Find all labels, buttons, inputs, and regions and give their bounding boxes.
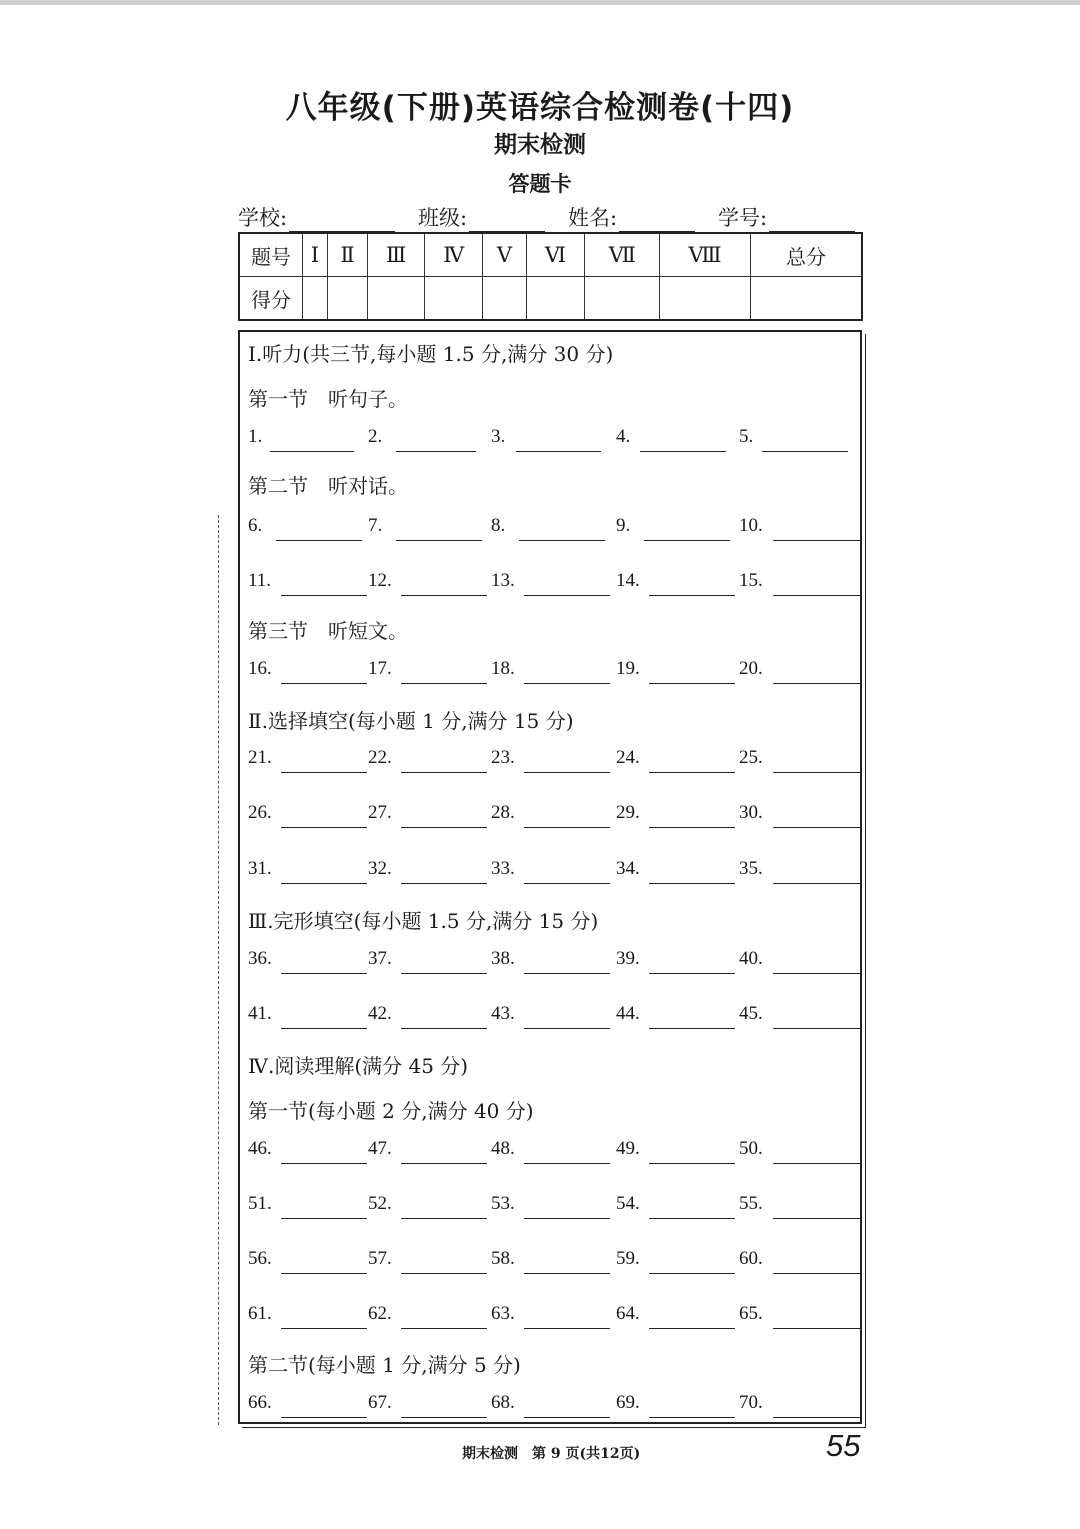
answer-blank[interactable] <box>401 1217 487 1219</box>
student-id-field[interactable] <box>718 202 855 232</box>
answer-blank[interactable] <box>649 882 735 884</box>
question-number: 39. <box>616 948 640 969</box>
answer-blank[interactable] <box>401 1416 487 1418</box>
answer-blank[interactable] <box>401 826 487 828</box>
answer-item <box>616 747 735 775</box>
answer-blank[interactable] <box>773 594 861 596</box>
question-number: 69. <box>616 1392 640 1413</box>
score-cell-total[interactable] <box>751 277 863 321</box>
question-number: 47. <box>368 1138 392 1159</box>
answer-blank[interactable] <box>640 450 726 452</box>
answer-blank[interactable] <box>649 1027 735 1029</box>
answer-item <box>491 515 605 543</box>
question-number: 43. <box>491 1003 515 1024</box>
section-1-part-1: 第一节 听句子。 <box>248 387 408 411</box>
answer-blank[interactable] <box>401 1327 487 1329</box>
answer-blank[interactable] <box>524 826 610 828</box>
answer-item <box>248 658 367 686</box>
answer-item <box>616 1303 735 1331</box>
question-number: 52. <box>368 1193 392 1214</box>
question-number: 9. <box>616 515 631 536</box>
answer-item <box>491 1003 610 1031</box>
score-cell-6[interactable] <box>526 277 585 321</box>
question-number: 46. <box>248 1138 272 1159</box>
answer-blank[interactable] <box>281 771 367 773</box>
answer-item <box>368 1003 487 1031</box>
answer-blank[interactable] <box>644 539 730 541</box>
question-number: 55. <box>739 1193 763 1214</box>
answer-item <box>248 1303 367 1331</box>
answer-blank[interactable] <box>276 539 362 541</box>
answer-blank[interactable] <box>524 1272 610 1274</box>
answer-blank[interactable] <box>281 1272 367 1274</box>
answer-blank[interactable] <box>401 1027 487 1029</box>
question-number: 42. <box>368 1003 392 1024</box>
col-header-4: Ⅳ <box>424 233 483 277</box>
answer-item <box>739 658 861 686</box>
exam-title: 八年级(下册)英语综合检测卷(十四) <box>285 90 795 126</box>
answer-blank[interactable] <box>524 1327 610 1329</box>
answer-item <box>616 1003 735 1031</box>
answer-blank[interactable] <box>281 1327 367 1329</box>
score-cell-8[interactable] <box>660 277 751 321</box>
answer-item <box>491 1248 610 1276</box>
answer-item <box>248 802 367 830</box>
total-label: 总分 <box>751 233 863 277</box>
answer-item <box>491 1303 610 1331</box>
answer-blank[interactable] <box>762 450 848 452</box>
answer-row <box>248 515 848 543</box>
answer-item <box>491 1138 610 1166</box>
question-number: 45. <box>739 1003 763 1024</box>
answer-blank[interactable] <box>524 1217 610 1219</box>
question-number: 49. <box>616 1138 640 1159</box>
question-number: 27. <box>368 802 392 823</box>
answer-item <box>491 658 610 686</box>
question-number: 48. <box>491 1138 515 1159</box>
answer-row <box>248 747 848 775</box>
answer-item <box>368 802 487 830</box>
question-number: 63. <box>491 1303 515 1324</box>
answer-blank[interactable] <box>401 882 487 884</box>
question-number: 26. <box>248 802 272 823</box>
school-field[interactable] <box>238 202 395 232</box>
question-number: 16. <box>248 658 272 679</box>
answer-row <box>248 858 848 886</box>
answer-item <box>248 1248 367 1276</box>
page-number: 55 <box>826 1428 861 1463</box>
answer-blank[interactable] <box>649 1162 735 1164</box>
question-number: 66. <box>248 1392 272 1413</box>
answer-item <box>739 1303 861 1331</box>
question-number: 21. <box>248 747 272 768</box>
exam-subtitle: 期末检测 <box>494 132 586 158</box>
answer-item <box>616 948 735 976</box>
answer-item <box>368 570 487 598</box>
answer-blank[interactable] <box>773 1162 861 1164</box>
answer-blank[interactable] <box>773 1027 861 1029</box>
answer-blank[interactable] <box>773 882 861 884</box>
question-number: 34. <box>616 858 640 879</box>
answer-blank[interactable] <box>396 450 476 452</box>
answer-blank[interactable] <box>649 1217 735 1219</box>
answer-blank[interactable] <box>281 882 367 884</box>
answer-item <box>616 426 726 454</box>
answer-blank[interactable] <box>270 450 354 452</box>
question-number: 65. <box>739 1303 763 1324</box>
page-footer: 期末检测 第 9 页(共12页) <box>462 1446 641 1462</box>
score-cell-5[interactable] <box>483 277 526 321</box>
question-number: 44. <box>616 1003 640 1024</box>
answer-item <box>491 1392 610 1420</box>
answer-row <box>248 1193 848 1221</box>
score-table-score-row <box>239 277 862 321</box>
answer-blank[interactable] <box>773 1217 861 1219</box>
answer-item <box>491 1193 610 1221</box>
answer-blank[interactable] <box>524 882 610 884</box>
question-number: 25. <box>739 747 763 768</box>
answer-blank[interactable] <box>281 682 367 684</box>
question-number: 1. <box>248 426 263 447</box>
question-number: 7. <box>368 515 383 536</box>
student-id-label: 学号: <box>718 206 768 230</box>
answer-blank[interactable] <box>649 682 735 684</box>
answer-blank[interactable] <box>649 826 735 828</box>
answer-blank[interactable] <box>773 539 861 541</box>
answer-item <box>616 802 735 830</box>
answer-item <box>248 515 362 543</box>
name-label: 姓名: <box>568 206 618 230</box>
question-number: 60. <box>739 1248 763 1269</box>
score-cell-1[interactable] <box>303 277 328 321</box>
answer-row <box>248 570 848 598</box>
question-number: 13. <box>491 570 515 591</box>
question-number: 29. <box>616 802 640 823</box>
question-number: 19. <box>616 658 640 679</box>
question-number: 62. <box>368 1303 392 1324</box>
answer-item <box>739 515 861 543</box>
answer-blank[interactable] <box>524 1162 610 1164</box>
answer-blank[interactable] <box>524 771 610 773</box>
answer-blank[interactable] <box>401 972 487 974</box>
answer-blank[interactable] <box>401 1272 487 1274</box>
question-number: 2. <box>368 426 383 447</box>
question-number: 8. <box>491 515 506 536</box>
answer-item <box>368 658 487 686</box>
answer-blank[interactable] <box>773 826 861 828</box>
question-number: 28. <box>491 802 515 823</box>
answer-blank[interactable] <box>401 594 487 596</box>
answer-blank[interactable] <box>281 826 367 828</box>
answer-blank[interactable] <box>524 594 610 596</box>
question-number: 10. <box>739 515 763 536</box>
answer-item <box>491 802 610 830</box>
name-field[interactable] <box>568 202 695 232</box>
answer-item <box>616 658 735 686</box>
answer-item <box>616 1392 735 1420</box>
answer-item <box>248 570 367 598</box>
question-number: 35. <box>739 858 763 879</box>
answer-blank[interactable] <box>773 1327 861 1329</box>
answer-item <box>739 948 861 976</box>
student-id-blank[interactable] <box>769 209 855 232</box>
answer-item <box>616 570 735 598</box>
question-number: 32. <box>368 858 392 879</box>
cut-line <box>218 515 219 1425</box>
answer-blank[interactable] <box>649 972 735 974</box>
question-number: 64. <box>616 1303 640 1324</box>
answer-item <box>739 802 861 830</box>
answer-blank[interactable] <box>396 539 482 541</box>
answer-blank[interactable] <box>524 972 610 974</box>
question-number: 54. <box>616 1193 640 1214</box>
question-number: 59. <box>616 1248 640 1269</box>
answer-blank[interactable] <box>649 1416 735 1418</box>
answer-blank[interactable] <box>773 972 861 974</box>
section-4-part-1: 第一节(每小题 2 分,满分 40 分) <box>248 1099 534 1123</box>
answer-item <box>616 1248 735 1276</box>
answer-blank[interactable] <box>281 1416 367 1418</box>
answer-blank[interactable] <box>649 771 735 773</box>
answer-blank[interactable] <box>519 539 605 541</box>
answer-blank[interactable] <box>524 682 610 684</box>
question-number: 23. <box>491 747 515 768</box>
class-field[interactable] <box>418 202 545 232</box>
answer-blank[interactable] <box>524 1416 610 1418</box>
section-3-title: Ⅲ.完形填空(每小题 1.5 分,满分 15 分) <box>248 909 599 933</box>
question-number: 6. <box>248 515 263 536</box>
answer-blank[interactable] <box>773 682 861 684</box>
school-blank[interactable] <box>289 209 395 232</box>
question-number: 33. <box>491 858 515 879</box>
question-number: 20. <box>739 658 763 679</box>
score-cell-3[interactable] <box>368 277 425 321</box>
answer-blank[interactable] <box>281 1217 367 1219</box>
answer-item <box>739 570 861 598</box>
score-cell-2[interactable] <box>327 277 368 321</box>
answer-item <box>368 747 487 775</box>
answer-row <box>248 948 848 976</box>
answer-item <box>368 1392 487 1420</box>
answer-row <box>248 658 848 686</box>
answer-item <box>248 1392 367 1420</box>
question-number: 15. <box>739 570 763 591</box>
answer-blank[interactable] <box>281 972 367 974</box>
score-label: 得分 <box>239 277 303 321</box>
answer-item <box>739 858 861 886</box>
answer-item <box>739 747 861 775</box>
answer-item <box>248 1003 367 1031</box>
section-4-title: Ⅳ.阅读理解(满分 45 分) <box>248 1054 469 1078</box>
col-header-3: Ⅲ <box>368 233 425 277</box>
answer-item <box>368 426 476 454</box>
question-number: 22. <box>368 747 392 768</box>
score-table-header-row <box>239 233 862 277</box>
question-number: 40. <box>739 948 763 969</box>
answer-item <box>368 1248 487 1276</box>
answer-item <box>368 1303 487 1331</box>
question-number: 67. <box>368 1392 392 1413</box>
answer-row <box>248 1248 848 1276</box>
answer-row <box>248 426 848 454</box>
question-number: 12. <box>368 570 392 591</box>
question-number: 57. <box>368 1248 392 1269</box>
answer-blank[interactable] <box>649 594 735 596</box>
answer-blank[interactable] <box>524 1027 610 1029</box>
question-number: 51. <box>248 1193 272 1214</box>
section-1-title: Ⅰ.听力(共三节,每小题 1.5 分,满分 30 分) <box>248 342 614 366</box>
score-cell-7[interactable] <box>585 277 660 321</box>
answer-blank[interactable] <box>773 771 861 773</box>
score-table <box>238 232 863 321</box>
question-number: 37. <box>368 948 392 969</box>
class-label: 班级: <box>418 206 468 230</box>
section-4-part-2: 第二节(每小题 1 分,满分 5 分) <box>248 1353 521 1377</box>
question-number: 5. <box>739 426 754 447</box>
answer-item <box>616 1138 735 1166</box>
question-number: 11. <box>248 570 272 591</box>
question-number: 70. <box>739 1392 763 1413</box>
question-number-label: 题号 <box>239 233 303 277</box>
question-number: 68. <box>491 1392 515 1413</box>
answer-item <box>248 1193 367 1221</box>
answer-item <box>616 1193 735 1221</box>
answer-row <box>248 802 848 830</box>
answer-card-label: 答题卡 <box>508 172 572 196</box>
answer-item <box>739 1392 861 1420</box>
answer-blank[interactable] <box>516 450 601 452</box>
answer-item <box>491 948 610 976</box>
question-number: 17. <box>368 658 392 679</box>
answer-item <box>491 426 601 454</box>
answer-item <box>616 515 730 543</box>
answer-item <box>739 1193 861 1221</box>
answer-item <box>491 858 610 886</box>
answer-row <box>248 1003 848 1031</box>
answer-blank[interactable] <box>773 1416 861 1418</box>
top-border <box>0 0 1080 5</box>
question-number: 53. <box>491 1193 515 1214</box>
answer-item <box>739 1003 861 1031</box>
question-number: 14. <box>616 570 640 591</box>
answer-item <box>368 858 487 886</box>
score-cell-4[interactable] <box>424 277 483 321</box>
answer-blank[interactable] <box>401 682 487 684</box>
question-number: 24. <box>616 747 640 768</box>
answer-item <box>739 426 848 454</box>
question-number: 31. <box>248 858 272 879</box>
answer-item <box>368 1193 487 1221</box>
answer-item <box>739 1248 861 1276</box>
answer-blank[interactable] <box>401 1162 487 1164</box>
answer-item <box>368 1138 487 1166</box>
question-number: 3. <box>491 426 506 447</box>
answer-item <box>248 747 367 775</box>
col-header-8: Ⅷ <box>660 233 751 277</box>
name-blank[interactable] <box>619 209 695 232</box>
answer-blank[interactable] <box>649 1327 735 1329</box>
question-number: 18. <box>491 658 515 679</box>
answer-blank[interactable] <box>281 594 367 596</box>
question-number: 58. <box>491 1248 515 1269</box>
section-1-part-3: 第三节 听短文。 <box>248 619 408 643</box>
school-label: 学校: <box>238 206 288 230</box>
question-number: 50. <box>739 1138 763 1159</box>
answer-blank[interactable] <box>401 771 487 773</box>
answer-blank[interactable] <box>281 1162 367 1164</box>
answer-item <box>491 570 610 598</box>
question-number: 56. <box>248 1248 272 1269</box>
col-header-2: Ⅱ <box>327 233 368 277</box>
class-blank[interactable] <box>469 209 545 232</box>
question-number: 41. <box>248 1003 272 1024</box>
answer-blank[interactable] <box>649 1272 735 1274</box>
question-number: 36. <box>248 948 272 969</box>
col-header-1: Ⅰ <box>303 233 328 277</box>
section-1-part-2: 第二节 听对话。 <box>248 474 408 498</box>
question-number: 38. <box>491 948 515 969</box>
answer-item <box>248 1138 367 1166</box>
answer-item <box>248 948 367 976</box>
answer-row <box>248 1303 848 1331</box>
answer-row <box>248 1138 848 1166</box>
col-header-5: Ⅴ <box>483 233 526 277</box>
answer-item <box>368 948 487 976</box>
col-header-6: Ⅵ <box>526 233 585 277</box>
answer-item <box>248 426 354 454</box>
answer-item <box>248 858 367 886</box>
answer-item <box>491 747 610 775</box>
answer-row <box>248 1392 848 1420</box>
answer-item <box>616 858 735 886</box>
question-number: 61. <box>248 1303 272 1324</box>
answer-blank[interactable] <box>281 1027 367 1029</box>
col-header-7: Ⅶ <box>585 233 660 277</box>
section-2-title: Ⅱ.选择填空(每小题 1 分,满分 15 分) <box>248 709 574 733</box>
answer-item <box>739 1138 861 1166</box>
question-number: 4. <box>616 426 631 447</box>
answer-item <box>368 515 482 543</box>
question-number: 30. <box>739 802 763 823</box>
answer-blank[interactable] <box>773 1272 861 1274</box>
